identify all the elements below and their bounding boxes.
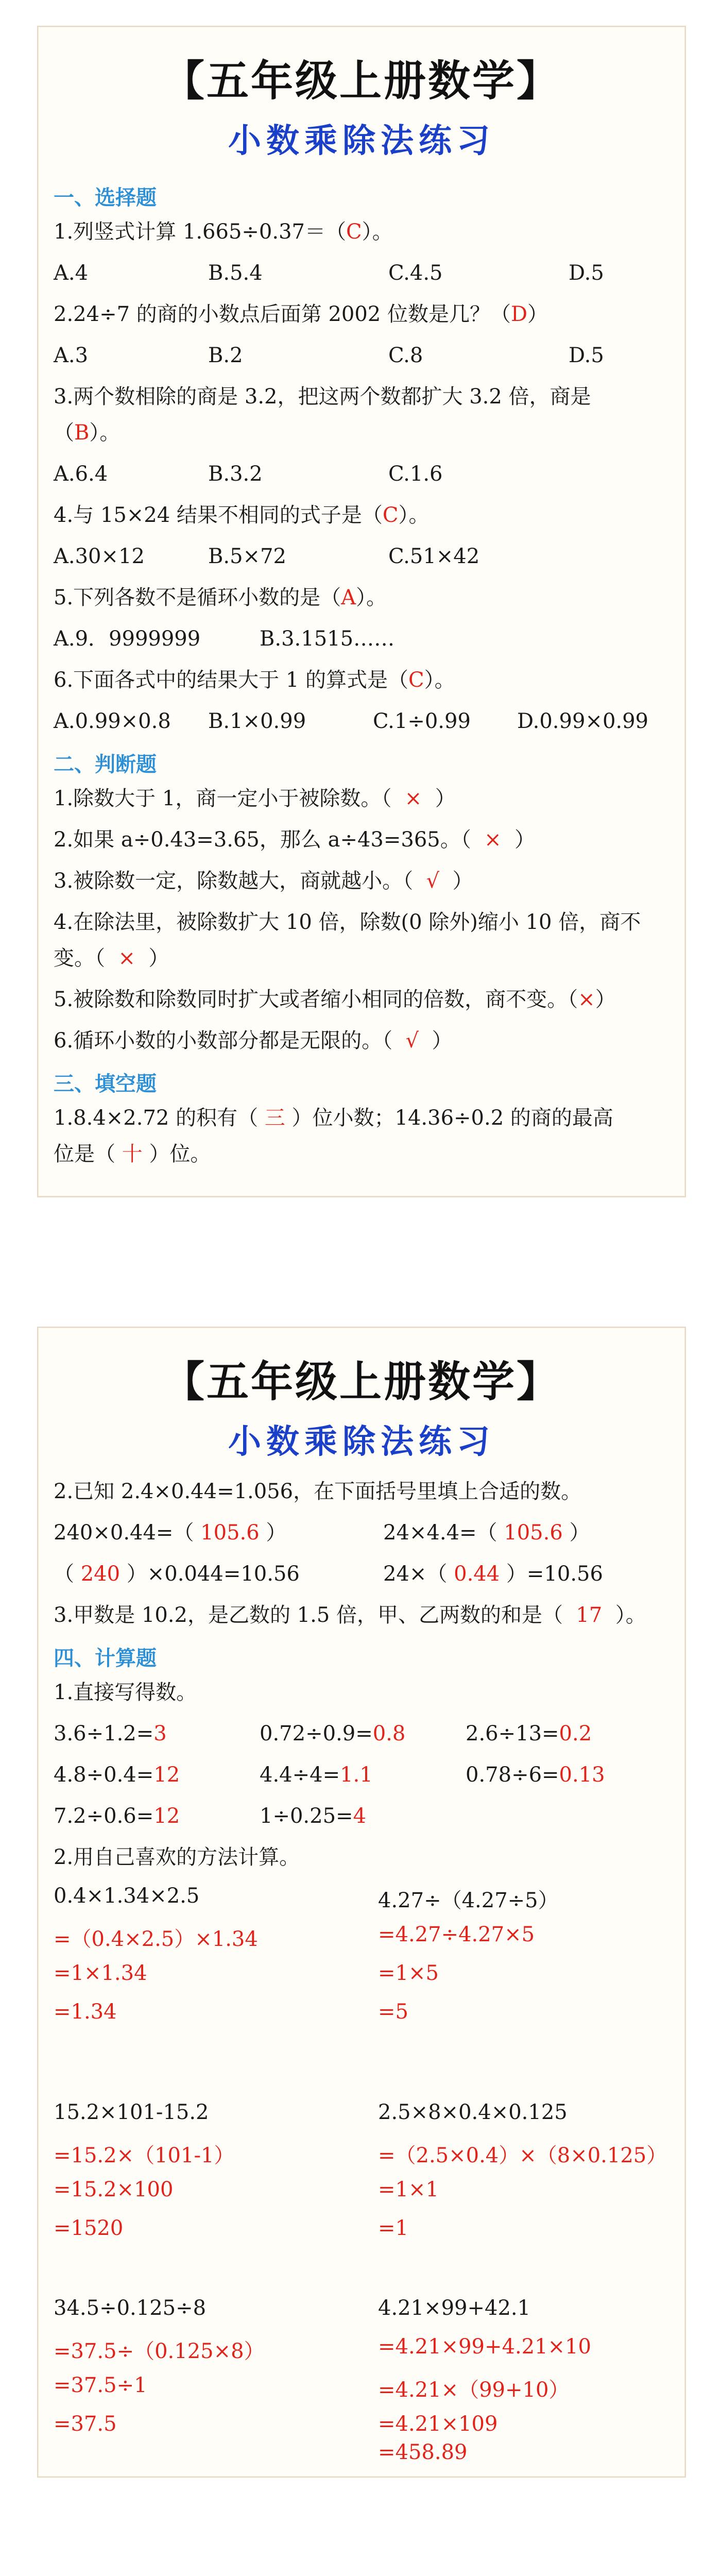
direct-item: 3.6÷1.2=3 [54,1722,167,1745]
fill-3-answer: 17 [576,1603,603,1627]
fill-answer-1b: 十 [122,1142,143,1166]
fill-2d: 24×（ 0.44 ）=10.56 [383,1562,603,1586]
fill-2a-answer: 105.6 [200,1521,260,1545]
calc-question: 2.5×8×0.4×0.125 [378,2100,568,2124]
option: C.1÷0.99 [373,709,471,733]
calc-step: =37.5 [54,2412,117,2436]
calc-part-1-heading: 1.直接写得数。 [54,1681,197,1704]
calc-step: =1×5 [378,1961,439,1985]
calc-question: 4.27÷（4.27÷5） [378,1889,559,1912]
answer-2: D [510,302,528,326]
option: D.5 [569,261,604,285]
fill-2b-answer: 105.6 [504,1521,563,1545]
option: B.5×72 [208,545,286,568]
calc-step: =1 [378,2216,408,2240]
fill-2c-answer: 240 [80,1562,121,1586]
option: B.2 [208,344,243,367]
fill-1-cont: 位是（ 十 ）位。 [54,1142,211,1166]
judge-answer-4: × [118,946,135,970]
fill-2c: （ 240 ）×0.044=10.56 [54,1562,300,1586]
fill-answer-1a: 三 [264,1106,285,1130]
option: D.5 [569,344,604,367]
judge-answer-1: × [404,787,422,810]
direct-item: 1÷0.25=4 [260,1804,366,1828]
answer-5: A [341,586,356,609]
option: C.8 [388,344,423,367]
judge-4: 4.在除法里，被除数扩大 10 倍，除数(0 除外)缩小 10 倍，商不 [54,910,641,934]
option: B.3.2 [208,462,263,486]
judge-5: 5.被除数和除数同时扩大或者缩小相同的倍数，商不变。（×） [54,988,616,1011]
calc-step: =（0.4×2.5）×1.34 [54,1927,258,1951]
calc-step: =1.34 [54,2000,117,2024]
judge-6: 6.循环小数的小数部分都是无限的。（ √ ） [54,1029,453,1053]
option: D.0.99×0.99 [517,709,648,733]
judge-answer-3: √ [426,869,440,893]
question-5: 5.下列各数不是循环小数的是（A）。 [54,586,387,609]
fill-1: 1.8.4×2.72 的积有（ 三 ）位小数；14.36÷0.2 的商的最高 [54,1106,613,1130]
calc-question: 15.2×101-15.2 [54,2100,209,2124]
answer-6: C [408,668,424,692]
answer-3: B [74,421,90,445]
option: A.0.99×0.8 [54,709,171,733]
direct-item: 0.72÷0.9=0.8 [260,1722,406,1745]
option: A.9．9999999 [54,627,201,651]
answer-4: C [382,503,399,527]
judge-answer-6: √ [405,1029,419,1053]
direct-item: 4.8÷0.4=12 [54,1763,180,1787]
fill-2: 2.已知 2.4×0.44=1.056，在下面括号里填上合适的数。 [54,1480,582,1503]
option: A.30×12 [54,545,145,568]
page-title: 【五年级上册数学】 [162,57,561,106]
option: B.3.1515…… [260,627,395,651]
calc-step: =1520 [54,2216,124,2240]
calc-question: 4.21×99+42.1 [378,2296,531,2320]
direct-item: 2.6÷13=0.2 [466,1722,592,1745]
option: C.1.6 [388,462,443,486]
option: C.4.5 [388,261,443,285]
calc-step: =4.21×99+4.21×10 [378,2335,591,2359]
judge-answer-5: × [578,988,595,1011]
fill-2a: 240×0.44=（ 105.6 ） [54,1521,287,1545]
question-6: 6.下面各式中的结果大于 1 的算式是（C）。 [54,668,455,692]
calc-step: =4.21×109 [378,2412,498,2436]
section-heading-judge: 二、判断题 [54,753,157,776]
calc-question: 34.5÷0.125÷8 [54,2296,207,2320]
section-heading-calc: 四、计算题 [54,1647,157,1670]
section-heading-choice: 一、选择题 [54,186,157,210]
question-3: 3.两个数相除的商是 3.2，把这两个数都扩大 3.2 倍，商是 [54,385,591,409]
calc-step: =5 [378,2000,408,2024]
calc-step: =1×1 [378,2178,439,2201]
judge-2: 2.如果 a÷0.43=3.65，那么 a÷43=365。（ × ） [54,828,536,852]
option: C.51×42 [388,545,480,568]
calc-step: =458.89 [378,2441,468,2464]
worksheet-page-2 [37,1327,686,2478]
question-4: 4.与 15×24 结果不相同的式子是（C）。 [54,503,430,527]
calc-question: 0.4×1.34×2.5 [54,1884,200,1908]
judge-1: 1.除数大于 1，商一定小于被除数。（ × ） [54,787,456,810]
worksheet-page-1 [37,26,686,1197]
calc-step: =15.2×100 [54,2178,174,2201]
calc-step: =1×1.34 [54,1961,147,1985]
direct-item: 7.2÷0.6=12 [54,1804,180,1828]
fill-3: 3.甲数是 10.2，是乙数的 1.5 倍，甲、乙两数的和是（ 17 ）。 [54,1603,646,1627]
calc-step: =15.2×（101-1） [54,2144,235,2167]
judge-answer-2: × [484,828,502,852]
option: A.4 [54,261,89,285]
direct-item: 4.4÷4=1.1 [260,1763,373,1787]
calc-step: =37.5÷1 [54,2374,147,2397]
option: B.5.4 [208,261,263,285]
page-subtitle: 小数乘除法练习 [228,1423,495,1461]
page-subtitle: 小数乘除法练习 [228,122,495,160]
calc-step: =4.21×（99+10） [378,2378,570,2402]
calc-part-2-heading: 2.用自己喜欢的方法计算。 [54,1845,300,1869]
option: A.3 [54,344,89,367]
option: B.1×0.99 [208,709,306,733]
judge-4-cont: 变。（ × ） [54,946,169,970]
calc-step: =4.27÷4.27×5 [378,1923,535,1946]
fill-2b: 24×4.4=（ 105.6 ） [383,1521,590,1545]
question-3-cont: （B）。 [54,421,121,445]
section-heading-fill: 三、填空题 [54,1072,157,1096]
question-1: 1.列竖式计算 1.665÷0.37＝（C）。 [54,220,393,244]
calc-step: =（2.5×0.4）×（8×0.125） [378,2144,667,2167]
question-2: 2.24÷7 的商的小数点后面第 2002 位数是几？（D） [54,302,548,326]
page-title: 【五年级上册数学】 [162,1358,561,1406]
option: A.6.4 [54,462,108,486]
calc-step: =37.5÷（0.125×8） [54,2340,265,2363]
judge-3: 3.被除数一定，除数越大，商就越小。（ √ ） [54,869,473,893]
answer-1: C [346,220,362,244]
fill-2d-answer: 0.44 [454,1562,500,1586]
direct-item: 0.78÷6=0.13 [466,1763,605,1787]
